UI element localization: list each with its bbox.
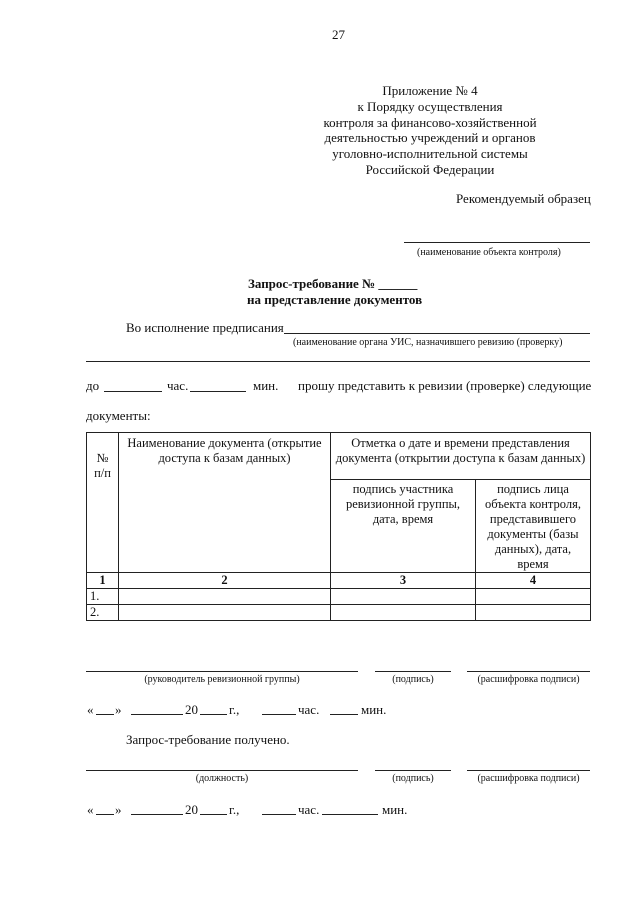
hours-label: час. [298,702,320,717]
decode-caption: (расшифровка подписи) [477,674,580,685]
appendix-line: Российской Федерации [365,161,495,177]
table-cell[interactable] [119,589,331,605]
appendix-line: уголовно-исполнительной системы [332,146,528,162]
year-blank [200,814,227,815]
col-number: 4 [476,573,591,589]
decode-line [467,770,590,771]
close-quote: » [115,802,122,817]
header-number: № п/п [87,433,119,573]
year-prefix: 20 [185,802,198,817]
doc-title-line1: Запрос-требование № ______ [248,276,418,291]
appendix-header [300,83,560,178]
received-text: Запрос-требование получено. [126,732,290,747]
open-quote: « [87,702,94,717]
documents-label: документы: [86,408,151,423]
header-auditor-sign: подпись участника ревизионной группы, дата, время [331,480,476,573]
table-cell[interactable] [331,605,476,621]
open-quote: « [87,802,94,817]
documents-table [86,432,591,621]
month-blank [131,814,183,815]
sign-line [375,770,451,771]
sign-line [375,671,451,672]
sign-caption: (подпись) [392,773,434,784]
doc-title-line2: на представление документов [247,292,423,307]
hours-blank [190,391,246,392]
decode-caption: (расшифровка подписи) [477,773,580,784]
position-caption: (должность) [195,773,249,784]
position-line [86,770,358,771]
minutes-label: мин. [361,702,387,717]
close-quote: » [115,702,122,717]
until-label: до [86,378,100,393]
decode-line [467,671,590,672]
year-blank [200,714,227,715]
header-document-name: Наименование документа (открытие доступа к базам данных) [119,433,331,573]
year-suffix: г., [229,702,240,717]
table-cell[interactable] [331,589,476,605]
until-blank [104,391,162,392]
appendix-line: деятельностью учреждений и органов [324,130,536,146]
minutes-label: мин. [382,802,408,817]
object-caption: (наименование объекта контроля) [417,247,561,258]
table-cell[interactable] [476,605,591,621]
execution-line [284,333,590,334]
header-mark: Отметка о дате и времени представления документа (открытии доступа к базам данных) [331,433,591,480]
recommended-sample: Рекомендуемый образец [456,191,591,206]
table-cell[interactable] [119,605,331,621]
role-caption: (руководитель ревизионной группы) [144,674,300,685]
header-object-sign: подпись лица объекта контроля, представившего документы (базы данных), дата, время [476,480,591,573]
row-number: 2. [87,605,119,621]
role-line [86,671,358,672]
hour-blank [262,814,296,815]
hours-label: час. [167,378,189,393]
day-blank [96,814,114,815]
year-suffix: г., [229,802,240,817]
execution-caption: (наименование органа УИС, назначившего ревизию (проверку) [293,337,563,348]
col-number: 2 [119,573,331,589]
year-prefix: 20 [185,702,198,717]
row-number: 1. [87,589,119,605]
col-number: 1 [87,573,119,589]
minutes-label: мин. [253,378,279,393]
sign-caption: (подпись) [392,674,434,685]
table-row [87,605,591,621]
object-line [404,242,590,243]
appendix-line: к Порядку осуществления [357,98,503,114]
table-row [87,589,591,605]
execution-line-2 [86,361,590,362]
appendix-line: Приложение № 4 [382,83,478,98]
month-blank [131,714,183,715]
minute-blank [330,714,358,715]
execution-label: Во исполнение предписания [126,320,284,335]
minute-blank [322,814,378,815]
page-number: 27 [332,27,345,42]
day-blank [96,714,114,715]
request-text: прошу представить к ревизии (проверке) следующие [298,378,592,393]
col-number: 3 [331,573,476,589]
appendix-line: контроля за финансово-хозяйственной [323,114,537,130]
hour-blank [262,714,296,715]
table-cell[interactable] [476,589,591,605]
hours-label: час. [298,802,320,817]
